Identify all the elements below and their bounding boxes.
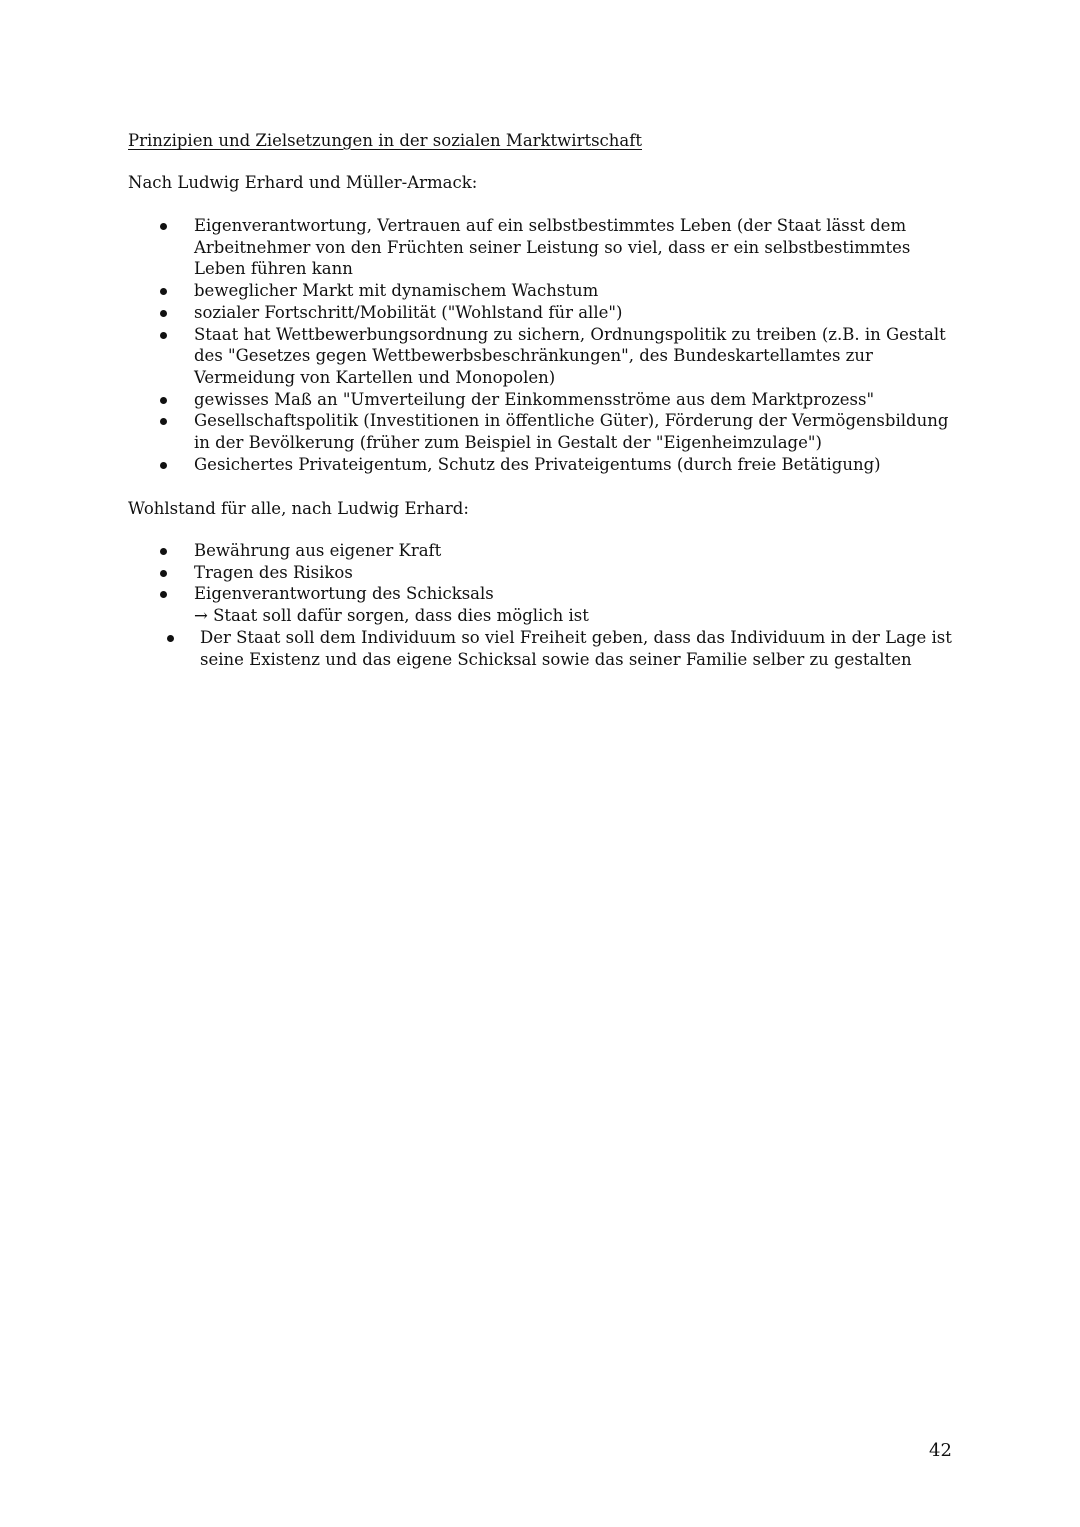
list-item xyxy=(0,389,1080,411)
list-item-text: Tragen des Risikos xyxy=(194,562,353,582)
list-item-text: Der Staat soll dem Individuum so viel Freiheit geben, dass das Individuum in der Lage ist seine Existenz und das eigene Schicksal sowie das seiner Familie selber zu gestalten xyxy=(200,627,952,669)
bullet-icon xyxy=(160,570,167,577)
intro-wohlstand-fuer-alle: Wohlstand für alle, nach Ludwig Erhard: xyxy=(128,499,469,518)
list-item-text: Gesellschaftspolitik (Investitionen in öffentliche Güter), Förderung der Vermögensbildung in der Bevölkerung (früher zum Beispiel in Gestalt der "Eigenheimzulage") xyxy=(194,411,949,453)
bullet-icon xyxy=(160,310,167,317)
bullet-icon xyxy=(160,591,167,598)
list-item-text: Staat hat Wettbewerbungsordnung zu sichern, Ordnungspolitik zu treiben (z.B. in Gestalt des "Gesetzes gegen Wettbewerbsbeschränkungen", des Bundeskartellamtes zur Vermeidung von Kartellen und Monopolen) xyxy=(194,324,946,387)
list-item xyxy=(0,215,1080,280)
list-item xyxy=(0,410,1080,453)
list-item xyxy=(0,540,1080,562)
bullet-icon xyxy=(160,397,167,404)
list-item xyxy=(0,302,1080,324)
list-item-text: Eigenverantwortung, Vertrauen auf ein selbstbestimmtes Leben (der Staat lässt dem Arbeitnehmer von den Früchten seiner Leistung so viel, dass er ein selbstbestimmtes Leben führen kann xyxy=(194,216,911,279)
list-item xyxy=(0,280,1080,302)
list-item-text: Gesichertes Privateigentum, Schutz des Privateigentums (durch freie Betätigung) xyxy=(194,454,881,474)
list-item xyxy=(0,454,1080,476)
list-item xyxy=(0,562,1080,584)
bullet-icon xyxy=(160,332,167,339)
list-item xyxy=(0,583,1080,626)
principles-list xyxy=(0,215,1080,475)
bullet-icon xyxy=(167,635,174,642)
list-item xyxy=(0,627,1080,670)
bullet-icon xyxy=(160,418,167,425)
intro-erhard-mueller-armack: Nach Ludwig Erhard und Müller-Armack: xyxy=(128,173,478,192)
arrow-note: → Staat soll dafür sorgen, dass dies möglich ist xyxy=(194,606,589,626)
bullet-icon xyxy=(160,223,167,230)
wohlstand-list xyxy=(0,540,1080,670)
section-heading: Prinzipien und Zielsetzungen in der sozialen Marktwirtschaft xyxy=(128,131,642,150)
bullet-icon xyxy=(160,288,167,295)
list-item-text: beweglicher Markt mit dynamischem Wachstum xyxy=(194,281,599,301)
bullet-icon xyxy=(160,462,167,469)
bullet-icon xyxy=(160,548,167,555)
list-item-text: Bewährung aus eigener Kraft xyxy=(194,541,442,560)
list-item xyxy=(0,324,1080,389)
list-item-text: Eigenverantwortung des Schicksals xyxy=(194,584,494,604)
list-item-text: gewisses Maß an "Umverteilung der Einkommensströme aus dem Marktprozess" xyxy=(194,389,875,409)
list-item-text: sozialer Fortschritt/Mobilität ("Wohlstand für alle") xyxy=(194,302,623,322)
page-number: 42 xyxy=(929,1440,952,1461)
